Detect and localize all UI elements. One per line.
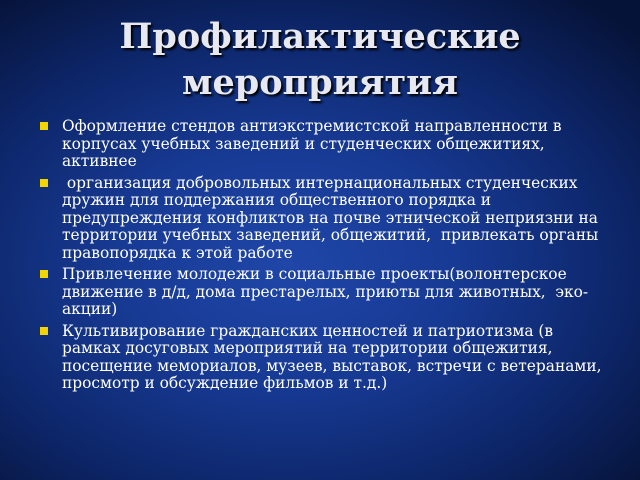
bullet-item-civic-values [40, 323, 610, 393]
slide-title-line-2: мероприятия [182, 62, 458, 103]
bullet-item-stands [40, 118, 610, 171]
bullet-item-patrols [40, 175, 610, 263]
bullet-text: Культивирование гражданских ценностей и патриотизма (в рамках досуговых мероприятий на территории общежития, посещение мемориалов, музеев, выставок, встречи с ветеранами, просмотр и обсуждение фильмов и т.д.) [62, 321, 607, 392]
square-bullet-icon [40, 179, 48, 187]
square-bullet-icon [40, 270, 48, 278]
slide-title [20, 14, 620, 106]
square-bullet-icon [40, 122, 48, 130]
bullet-text: Привлечение молодежи в социальные проекты(волонтерское движение в д/д, дома престарелых, приюты для животных, эко-акции) [62, 265, 589, 318]
slide-title-line-1: Профилактические [119, 16, 521, 57]
bullet-text: Оформление стендов антиэкстремистской направленности в корпусах учебных заведений и студенческих общежитиях, активнее [62, 117, 567, 170]
bullet-text: организация добровольных интернациональных студенческих дружин для поддержания общественного порядка и предупреждения конфликтов на почве этнической неприязни на территории учебных заведений, общежитий, привлекать органы правопорядка к этой работе [62, 173, 604, 262]
square-bullet-icon [40, 327, 48, 335]
bullet-list [40, 118, 610, 397]
bullet-item-social-projects [40, 266, 610, 319]
